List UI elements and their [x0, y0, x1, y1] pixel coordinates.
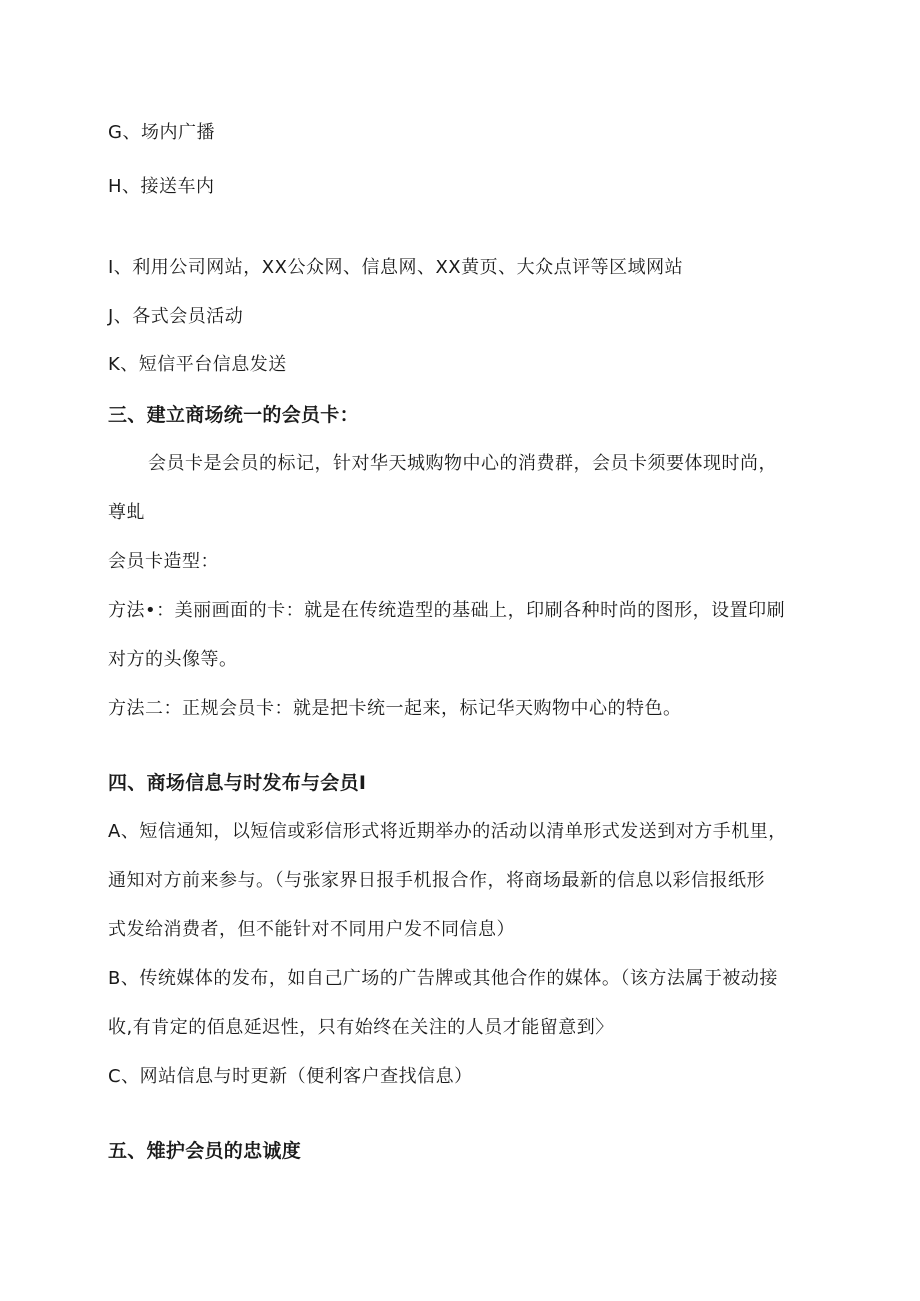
paragraph-line: 方法二：正规会员卡：就是把卡统一起来，标记华天购物中心的特色。: [108, 698, 682, 719]
list-item-g: G、场内广播: [108, 122, 215, 143]
paragraph-line: 收,有肯定的佰息延迟性，只有始终在关注的人员才能留意到〉: [108, 1017, 614, 1038]
paragraph-line: A、短信通知，以短信或彩信形式将近期举办的活动以清单形式发送到对方手机里，: [108, 821, 787, 842]
paragraph-line: 对方的头像等。: [108, 649, 238, 670]
paragraph-line: 式发给消费者，但不能针对不同用户发不同信息）: [108, 919, 515, 940]
paragraph-line: C、网站信息与时更新（便利客户查找信息）: [108, 1066, 473, 1087]
list-item-k: K、短信平台信息发送: [108, 354, 287, 375]
paragraph-line: 尊虬: [108, 502, 145, 523]
section-heading-4: 四、商场信息与时发布与会员I: [108, 772, 367, 794]
section-heading-3: 三、建立商场统一的会员卡：: [108, 404, 359, 426]
paragraph-line: 通知对方前来参与。（与张家界日报手机报合作，将商场最新的信息以彩信报纸形: [108, 870, 765, 891]
paragraph-line: 会员卡是会员的标记，针对华天城购物中心的消费群，会员卡须要体现时尚，: [148, 453, 777, 474]
section-heading-5: 五、雉护会员的忠诚度: [108, 1140, 302, 1162]
paragraph-line: 会员卡造型：: [108, 551, 219, 572]
list-item-j: J、各式会员活动: [108, 306, 244, 327]
list-item-i: I、利用公司网站，XX公众网、信息网、XX黄页、大众点评等区域网站: [108, 257, 684, 278]
list-item-h: H、接送车内: [108, 176, 215, 197]
paragraph-line: B、传统媒体的发布，如自己广场的广告牌或其他合作的媒体。（该方法属于被动接: [108, 968, 778, 989]
paragraph-line: 方法•：美丽画面的卡：就是在传统造型的基础上，印刷各种时尚的图形，设置印刷: [108, 600, 786, 621]
